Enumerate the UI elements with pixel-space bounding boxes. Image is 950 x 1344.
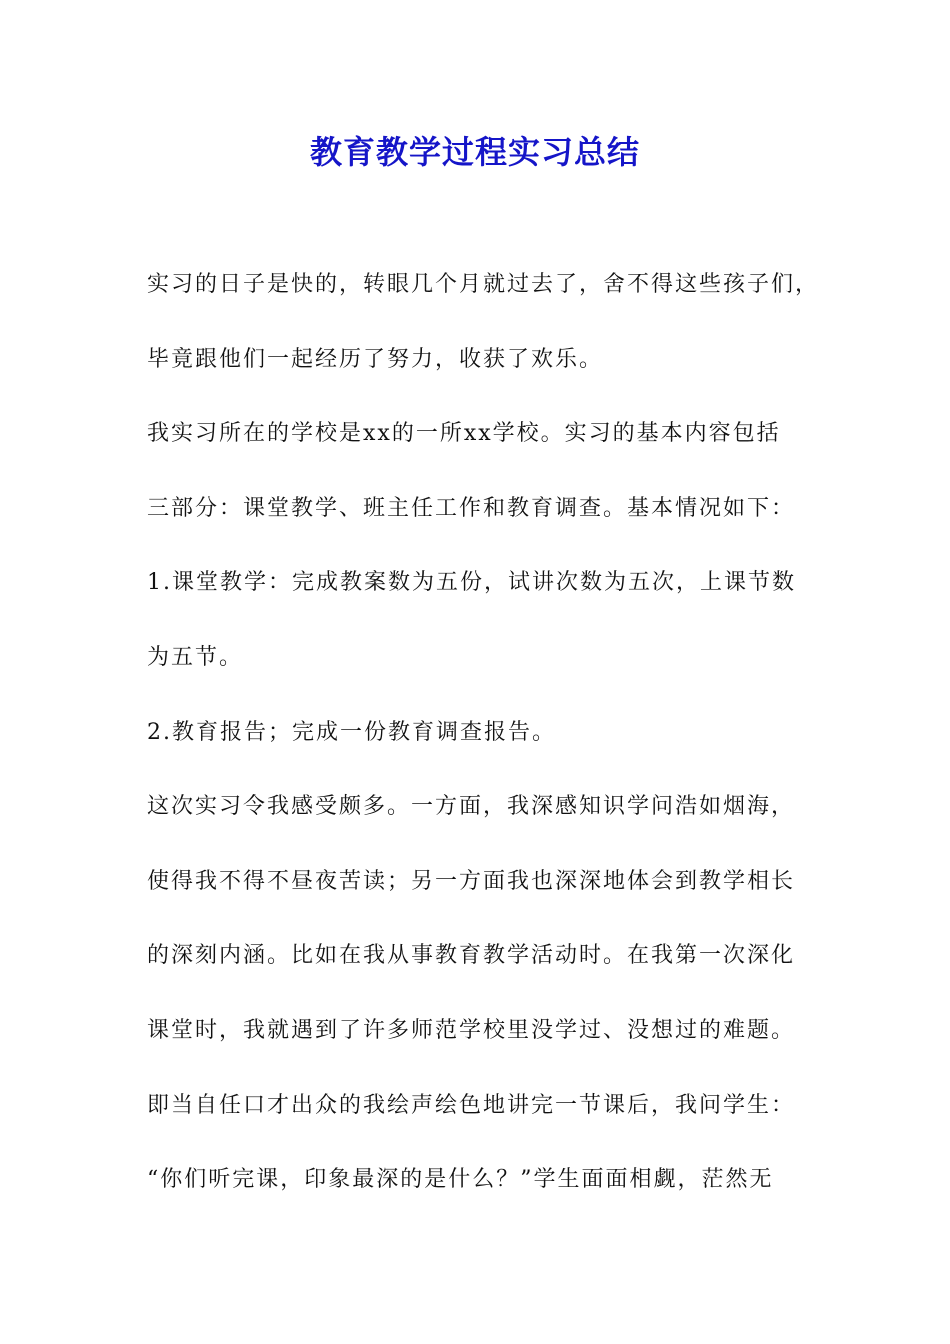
text-line: 即当自任口才出众的我绘声绘色地讲完一节课后，我问学生： <box>147 1092 796 1118</box>
text-line: 实习的日子是快的，转眼几个月就过去了，舍不得这些孩子们， <box>147 272 820 297</box>
text-line: 2.教育报告；完成一份教育调查报告。 <box>147 719 556 745</box>
text-line: 三部分：课堂教学、班主任工作和教育调查。基本情况如下： <box>147 495 796 521</box>
text-line: 毕竟跟他们一起经历了努力，收获了欢乐。 <box>147 346 604 372</box>
text-line: “你们听完课，印象最深的是什么？”学生面面相觑，茫然无 <box>147 1167 774 1193</box>
text-line: 这次实习令我感受颇多。一方面，我深感知识学问浩如烟海， <box>147 794 796 820</box>
text-line: 我实习所在的学校是xx的一所xx学校。实习的基本内容包括 <box>147 421 781 447</box>
text-line: 课堂时，我就遇到了许多师范学校里没学过、没想过的难题。 <box>147 1017 796 1043</box>
text-line: 1.课堂教学：完成教案数为五份，试讲次数为五次，上课节数 <box>147 570 796 596</box>
document-title: 教育教学过程实习总结 <box>309 133 640 171</box>
text-line: 的深刻内涵。比如在我从事教育教学活动时。在我第一次深化 <box>147 943 796 969</box>
document-body <box>147 262 837 1232</box>
text-line: 使得我不得不昼夜苦读；另一方面我也深深地体会到教学相长 <box>147 868 796 894</box>
text-line: 为五节。 <box>147 644 244 670</box>
